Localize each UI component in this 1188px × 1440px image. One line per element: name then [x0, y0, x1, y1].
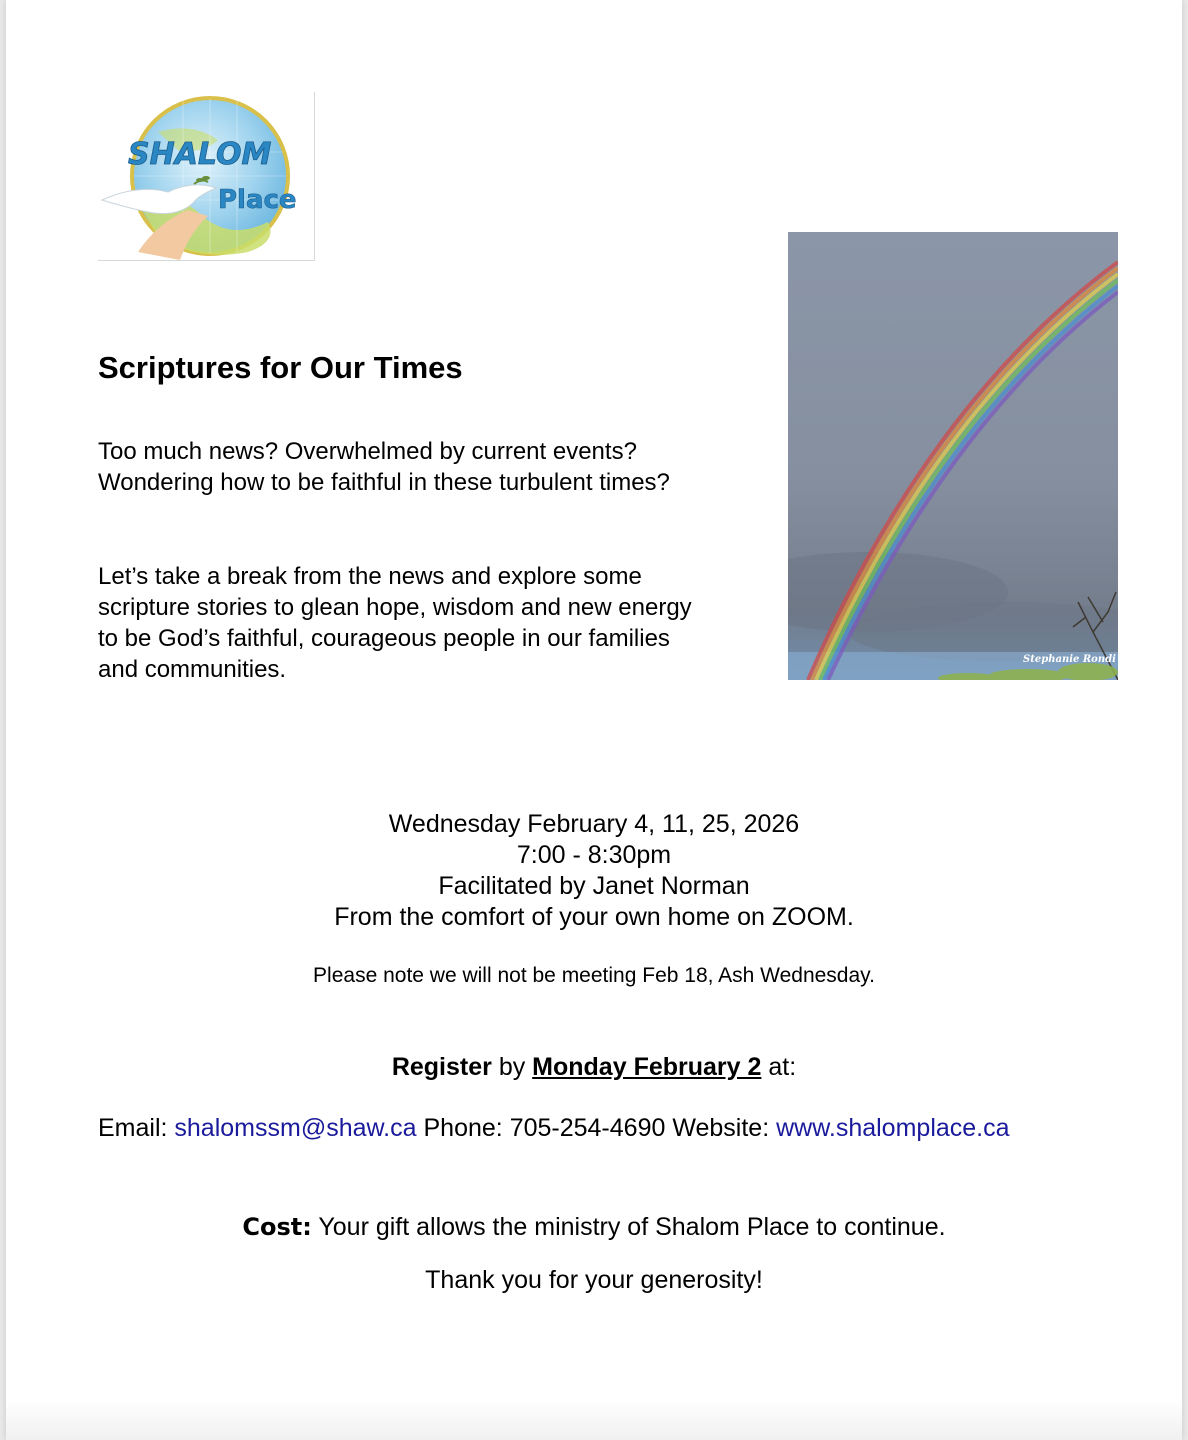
page-bottom-shadow	[6, 1400, 1182, 1440]
event-location: From the comfort of your own home on ZOOM.	[334, 903, 854, 931]
dove-globe-logo-icon	[98, 92, 314, 260]
register-line	[6, 1053, 1182, 1082]
contact-line	[98, 1114, 1010, 1143]
photo-caption: Stephanie Rondi	[1023, 654, 1116, 665]
email-label: Email:	[98, 1114, 175, 1142]
intro-paragraph	[98, 436, 670, 498]
intro-line: Too much news? Overwhelmed by current events?	[98, 438, 637, 465]
description-paragraph	[98, 561, 692, 685]
intro-line: Wondering how to be faithful in these turbulent times?	[98, 469, 670, 496]
shalom-place-logo	[98, 92, 315, 261]
rainbow-photo	[788, 232, 1118, 680]
event-time: 7:00 - 8:30pm	[516, 841, 672, 869]
event-facilitator: Facilitated by Janet Norman	[438, 872, 750, 900]
rainbow-image	[788, 232, 1118, 680]
website-label: Website:	[665, 1114, 777, 1142]
event-dates: Wednesday February 4, 11, 25, 2026	[388, 810, 800, 838]
logo-line2: Place	[218, 185, 297, 215]
description-line: and communities.	[98, 656, 287, 683]
cost-text: Your gift allows the ministry of Shalom Place to continue.	[311, 1213, 946, 1241]
email-link[interactable]: shalomssm@shaw.ca	[174, 1114, 417, 1142]
register-by: by	[491, 1053, 533, 1081]
schedule-note: Please note we will not be meeting Feb 18, Ash Wednesday.	[313, 964, 875, 987]
event-details	[6, 809, 1182, 933]
cost-line	[6, 1213, 1182, 1242]
description-line: to be God’s faithful, courageous people in our families	[98, 625, 670, 652]
logo-line1: SHALOM	[128, 137, 272, 172]
register-at: at:	[761, 1053, 797, 1081]
document-page	[6, 0, 1182, 1440]
phone-number: 705-254-4690	[509, 1114, 666, 1142]
phone-label: Phone:	[416, 1114, 510, 1142]
register-word: Register	[391, 1053, 492, 1081]
page-title: Scriptures for Our Times	[98, 350, 463, 385]
website-link[interactable]: www.shalomplace.ca	[776, 1114, 1010, 1142]
register-deadline: Monday February 2	[532, 1053, 762, 1081]
thank-you-line: Thank you for your generosity!	[425, 1266, 763, 1294]
description-line: Let’s take a break from the news and explore some	[98, 563, 642, 590]
cost-label: Cost:	[242, 1213, 312, 1241]
description-line: scripture stories to glean hope, wisdom and new energy	[98, 594, 692, 621]
